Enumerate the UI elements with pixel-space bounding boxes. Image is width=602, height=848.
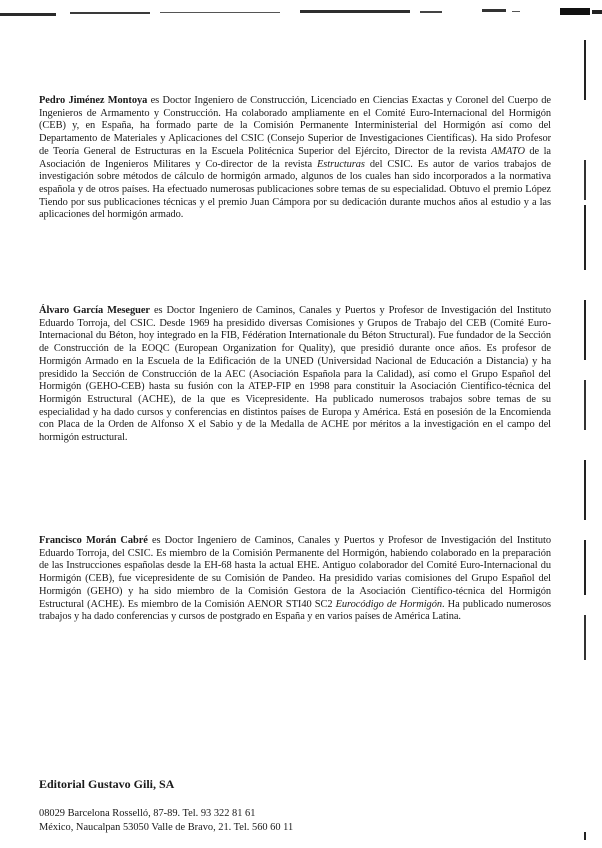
bio-journal-title: Estructuras xyxy=(316,158,365,170)
bio-text: . Ha publicado numerosos trabajos y ha dado conferencias y cursos de postgrado en España y en varios países de América Latina. xyxy=(39,598,551,623)
author-bio-jimenez-montoya xyxy=(39,95,551,222)
bio-text: es Doctor Ingeniero de Caminos, Canales y Puertos y Profesor de Investigación del Instituto Eduardo Torroja, del CSIC. Es miembro de la Comisión Permanente del Hormigón, habiendo colaborado en la preparación de las Instrucciones españolas desde la EH-68 hasta la actual EHE. Antiguo colaborador del Comité Euro-Internacional du Hormigón (CEB), fue vicepresidente de su Comisión de Pandeo. Ha presidido varias comisiones del Grupo Español del Hormigón (GEHO) y ha sido miembro de la Comisión Gestora de la Asociación Científico-técnica del Hormigón Estructural (ACHE). Es miembro de la Comisión AENOR STI40 SC2 xyxy=(39,535,552,610)
author-name: Pedro Jiménez Montoya xyxy=(39,95,148,106)
scan-edge-artifact xyxy=(0,0,602,24)
bio-text: es Doctor Ingeniero de Caminos, Canales y Puertos y Profesor de Investigación del Instituto Eduardo Torroja, del CSIC. Desde 1969 ha presidido diversas Comisiones y Grupos de Trabajo del CEB (Comité Euro-Internacional du Béton, hoy integrado en la FIB, Fédération Internationale du Béton Structural). Fue fundador de la Sección de Construcción de la EOQC (European Organization for Quality), que presidió durante once años. Es profesor de Hormigón Armado en la Escuela de la Edificación de la UNED (Universidad Nacional de Educación a Distancia) y ha presidido la Sección de Construcción de la AEC (Asociación Española para la Calidad), así como el Grupo Español del Hormigón (GEHO-CEB) hasta su fusión con la ATEP-FIP en 1998 para constituir la Asociación Científico-técnica del Hormigón Estructural (ACHE), de la que es Vicepresidente. Ha publicado numerosos trabajos sobre temas de su especialidad y ha dado cursos y conferencias en distintos países de Europa y América. Está en posesión de la Encomienda con Placa de la Orden de Alfonso X el Sabio y de la Medalla de ACHE por méritos a la investigación en el campo del hormigón estructural. xyxy=(39,305,551,444)
bio-book-title: Eurocódigo de Hormigón xyxy=(335,598,442,610)
author-name: Álvaro García Meseguer xyxy=(39,305,150,316)
bio-text: es Doctor Ingeniero de Construcción, Licenciado en Ciencias Exactas y Coronel del Cuerpo de Ingenieros de Armamento y Construcción. Ha colaborado ampliamente en el Comité Euro-Internacional del Hormigón (CEB) y, en España, ha formado parte de la Comisión Permanente Interministerial del Hormigón así como del Departamento de Materiales y Aplicaciones del CSIC (Consejo Superior de Investigaciones Científicas). Ha sido Profesor de Teoría General de Estructuras en la Escuela Politécnica Superior del Ejército, Director de la revista xyxy=(39,95,551,157)
publisher-address-mexico: México, Naucalpan 53050 Valle de Bravo, 21. Tel. 560 60 11 xyxy=(39,822,294,833)
bio-journal-title: AMATO xyxy=(491,145,525,157)
author-bio-moran-cabre xyxy=(39,535,551,624)
author-bio-garcia-meseguer xyxy=(39,305,551,445)
publisher-address-barcelona: 08029 Barcelona Rosselló, 87-89. Tel. 93 322 81 61 xyxy=(39,808,256,819)
publisher-name: Editorial Gustavo Gili, SA xyxy=(39,777,175,791)
bio-text: del CSIC. Es autor de varios trabajos de investigación sobre métodos de cálculo de hormigón armado, algunos de los cuales han sido incorporados a la normativa española y de otros países. Ha efectuado numerosas publicaciones sobre temas de su especialidad. Obtuvo el premio López Tiendo por sus publicaciones técnicas y el premio Juan Cámpora por su dedicación durante muchos años al estudio y a las aplicaciones del hormigón armado. xyxy=(39,158,551,221)
author-name: Francisco Morán Cabré xyxy=(39,535,148,546)
bio-text: de la Asociación de Ingenieros Militares y Co-director de la revista xyxy=(39,145,551,170)
